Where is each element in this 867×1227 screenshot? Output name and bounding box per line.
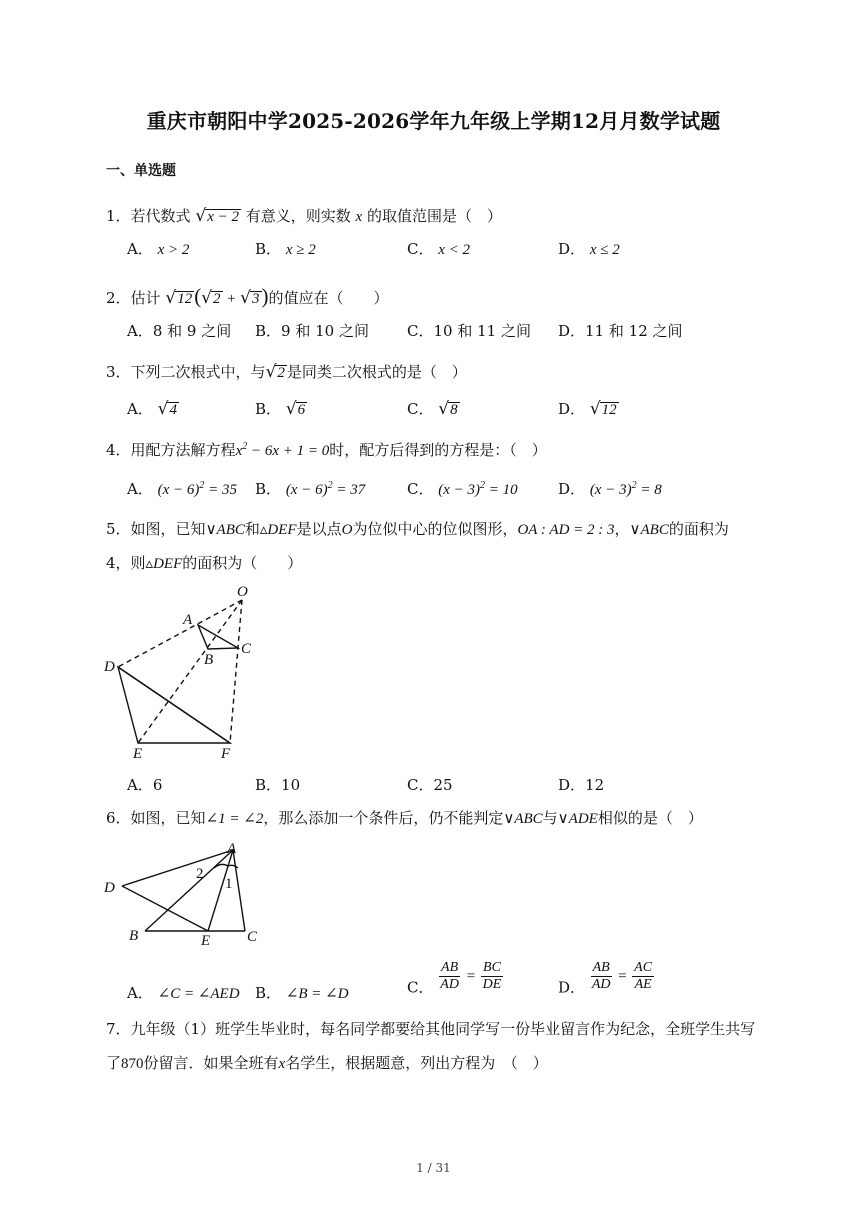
question-text: 时，配方后得到的方程是：（ ） (329, 441, 547, 459)
option-math: x > 2 (157, 242, 190, 258)
figure-5-diagram (100, 580, 270, 765)
option-d[interactable]: D．12 (558, 776, 605, 794)
option-d[interactable]: D． √12 (558, 399, 617, 419)
fraction: $\frac{AC}{AE}$ (634, 960, 653, 993)
question-3 (106, 361, 467, 382)
option-a[interactable] (127, 982, 240, 1003)
math-expression: √2 (265, 362, 285, 382)
option-label: A． (127, 480, 153, 498)
math-expression: √12(√2 + √3) (165, 284, 269, 308)
equation: $x^2 - 6x + 1 = 0$ (235, 441, 330, 459)
question-text: 有意义，则实数 (245, 207, 351, 225)
option-a[interactable] (127, 478, 237, 499)
question-4 (106, 439, 547, 460)
option-label: A． (127, 240, 153, 258)
question-6: 6．如图，已知∠1 = ∠2，那么添加一个条件后，仍不能判定∨ABC与∨ADE相似的是（ ） (106, 809, 703, 827)
point-label-a: A (227, 841, 237, 857)
option-d[interactable]: D． $\frac{AB}{AD}$ = $\frac{AC}{AE}$ (558, 960, 653, 997)
point-label-b: B (129, 928, 139, 944)
point-label-a: A (183, 612, 193, 628)
question-number: 2． (106, 289, 131, 307)
option-label: C． (407, 480, 434, 498)
radicand: 2 (277, 365, 285, 381)
option-math: x ≤ 2 (589, 242, 620, 258)
question-text: 的值应在（ ） (268, 289, 389, 307)
option-label: D． (558, 978, 586, 997)
option-b[interactable]: B．9 和 10 之间 (255, 322, 369, 340)
option-math: $(x - 3)^2 = 10$ (438, 480, 518, 498)
point-label-c: C (247, 929, 258, 945)
question-number: 1． (106, 207, 131, 225)
option-d[interactable]: D．11 和 12 之间 (558, 322, 683, 340)
option-b[interactable] (255, 982, 349, 1003)
point-label-b: B (204, 652, 214, 668)
point-label-c: C (241, 641, 252, 657)
option-label: A． (127, 400, 153, 418)
option-label: C． (407, 400, 434, 418)
option-a[interactable]: A．6 (127, 776, 163, 794)
question-text: 的取值范围是（ ） (367, 207, 503, 225)
option-c[interactable]: C． $\frac{AB}{AD}$ = $\frac{BC}{DE}$ (407, 960, 502, 997)
question-text: 若代数式 (130, 207, 191, 225)
point-label-o: O (237, 584, 248, 600)
question-5: 5．如图，已知∨ABC和▵DEF是以点O为位似中心的位似图形，OA : AD = 2 : 3，∨ABC的面积为 (106, 520, 729, 538)
question-number: 5． (106, 520, 131, 538)
option-label: B． (255, 480, 282, 498)
page-indicator: 1 / 31 (416, 1161, 451, 1175)
option-math: x < 2 (438, 242, 471, 258)
option-math: $(x - 6)^2 = 35$ (157, 480, 238, 498)
option-label: D． (558, 480, 586, 498)
option-label: B． (255, 984, 282, 1002)
option-d[interactable] (558, 238, 620, 259)
option-c[interactable]: C．10 和 11 之间 (407, 322, 531, 340)
fraction: $\frac{AB}{AD}$ (591, 960, 611, 993)
option-b[interactable] (255, 478, 365, 499)
option-label: B． (255, 400, 282, 418)
question-text: 估计 (130, 289, 161, 307)
question-1 (106, 205, 502, 226)
question-5-line-2: 4，则▵DEF的面积为（ ） (106, 554, 303, 572)
angle-label-1: 1 (225, 876, 233, 892)
question-text: 下列二次根式中，与 (130, 363, 266, 381)
option-c[interactable] (407, 238, 470, 259)
option-label: B． (255, 240, 282, 258)
point-label-e: E (133, 746, 143, 762)
radicand: x − 2 (207, 209, 239, 225)
option-a[interactable]: A．8 和 9 之间 (127, 322, 232, 340)
angle-label-2: 2 (196, 866, 204, 882)
option-b[interactable] (255, 238, 316, 259)
option-c[interactable]: C． √8 (407, 399, 458, 419)
radicand: 8 (450, 402, 458, 418)
fraction: $\frac{BC}{DE}$ (482, 960, 502, 993)
math-expression: √x − 2 (195, 206, 239, 226)
option-label: D． (558, 400, 586, 418)
question-number: 3． (106, 363, 131, 381)
point-label-f: F (221, 746, 231, 762)
option-math: ∠B = ∠D (285, 986, 349, 1002)
option-a[interactable]: A． √4 (127, 399, 177, 419)
radicand: 4 (169, 402, 177, 418)
point-label-e: E (201, 933, 211, 948)
radicand: 2 (213, 291, 221, 307)
option-a[interactable] (127, 238, 189, 259)
fraction: $\frac{AB}{AD}$ (440, 960, 459, 993)
option-label: D． (558, 240, 586, 258)
section-heading: 一、单选题 (106, 163, 176, 179)
point-label-d: D (104, 880, 115, 896)
option-c[interactable]: C．25 (407, 776, 453, 794)
question-number: 4． (106, 441, 131, 459)
option-b[interactable]: B．10 (255, 776, 301, 794)
option-label: C． (407, 978, 434, 997)
option-c[interactable] (407, 478, 518, 499)
option-label: A． (127, 984, 153, 1002)
option-d[interactable] (558, 478, 662, 499)
option-b[interactable]: B． √6 (255, 399, 306, 419)
radicand: 6 (297, 402, 306, 418)
option-math: $(x - 3)^2 = 8$ (589, 480, 662, 498)
question-number: 6． (106, 809, 131, 827)
page-title: 重庆市朝阳中学2025-2026学年九年级上学期12月月数学试题 (146, 109, 721, 133)
question-number: 7． (106, 1020, 131, 1038)
option-math: x ≥ 2 (285, 242, 316, 258)
option-math: ∠C = ∠AED (157, 986, 240, 1002)
question-text: 是同类二次根式的是（ ） (286, 363, 467, 381)
option-label: C． (407, 240, 434, 258)
question-7 (106, 1018, 755, 1039)
plus-sign: + (226, 291, 237, 307)
radicand: 12 (177, 291, 193, 307)
radicand: 12 (601, 402, 617, 418)
point-label-d: D (104, 659, 115, 675)
question-2 (106, 284, 389, 309)
question-7-line-2: 了870份留言．如果全班有x名学生，根据题意，列出方程为 （ ） (106, 1054, 548, 1072)
figure-6-diagram (100, 838, 270, 948)
variable: x (355, 209, 363, 225)
radicand: 3 (252, 291, 260, 307)
question-text: 九年级（1）班学生毕业时，每名同学都要给其他同学写一份毕业留言作为纪念，全班学生共写 (130, 1020, 756, 1038)
question-text: 用配方法解方程 (130, 441, 236, 459)
option-math: $(x - 6)^2 = 37$ (285, 480, 366, 498)
